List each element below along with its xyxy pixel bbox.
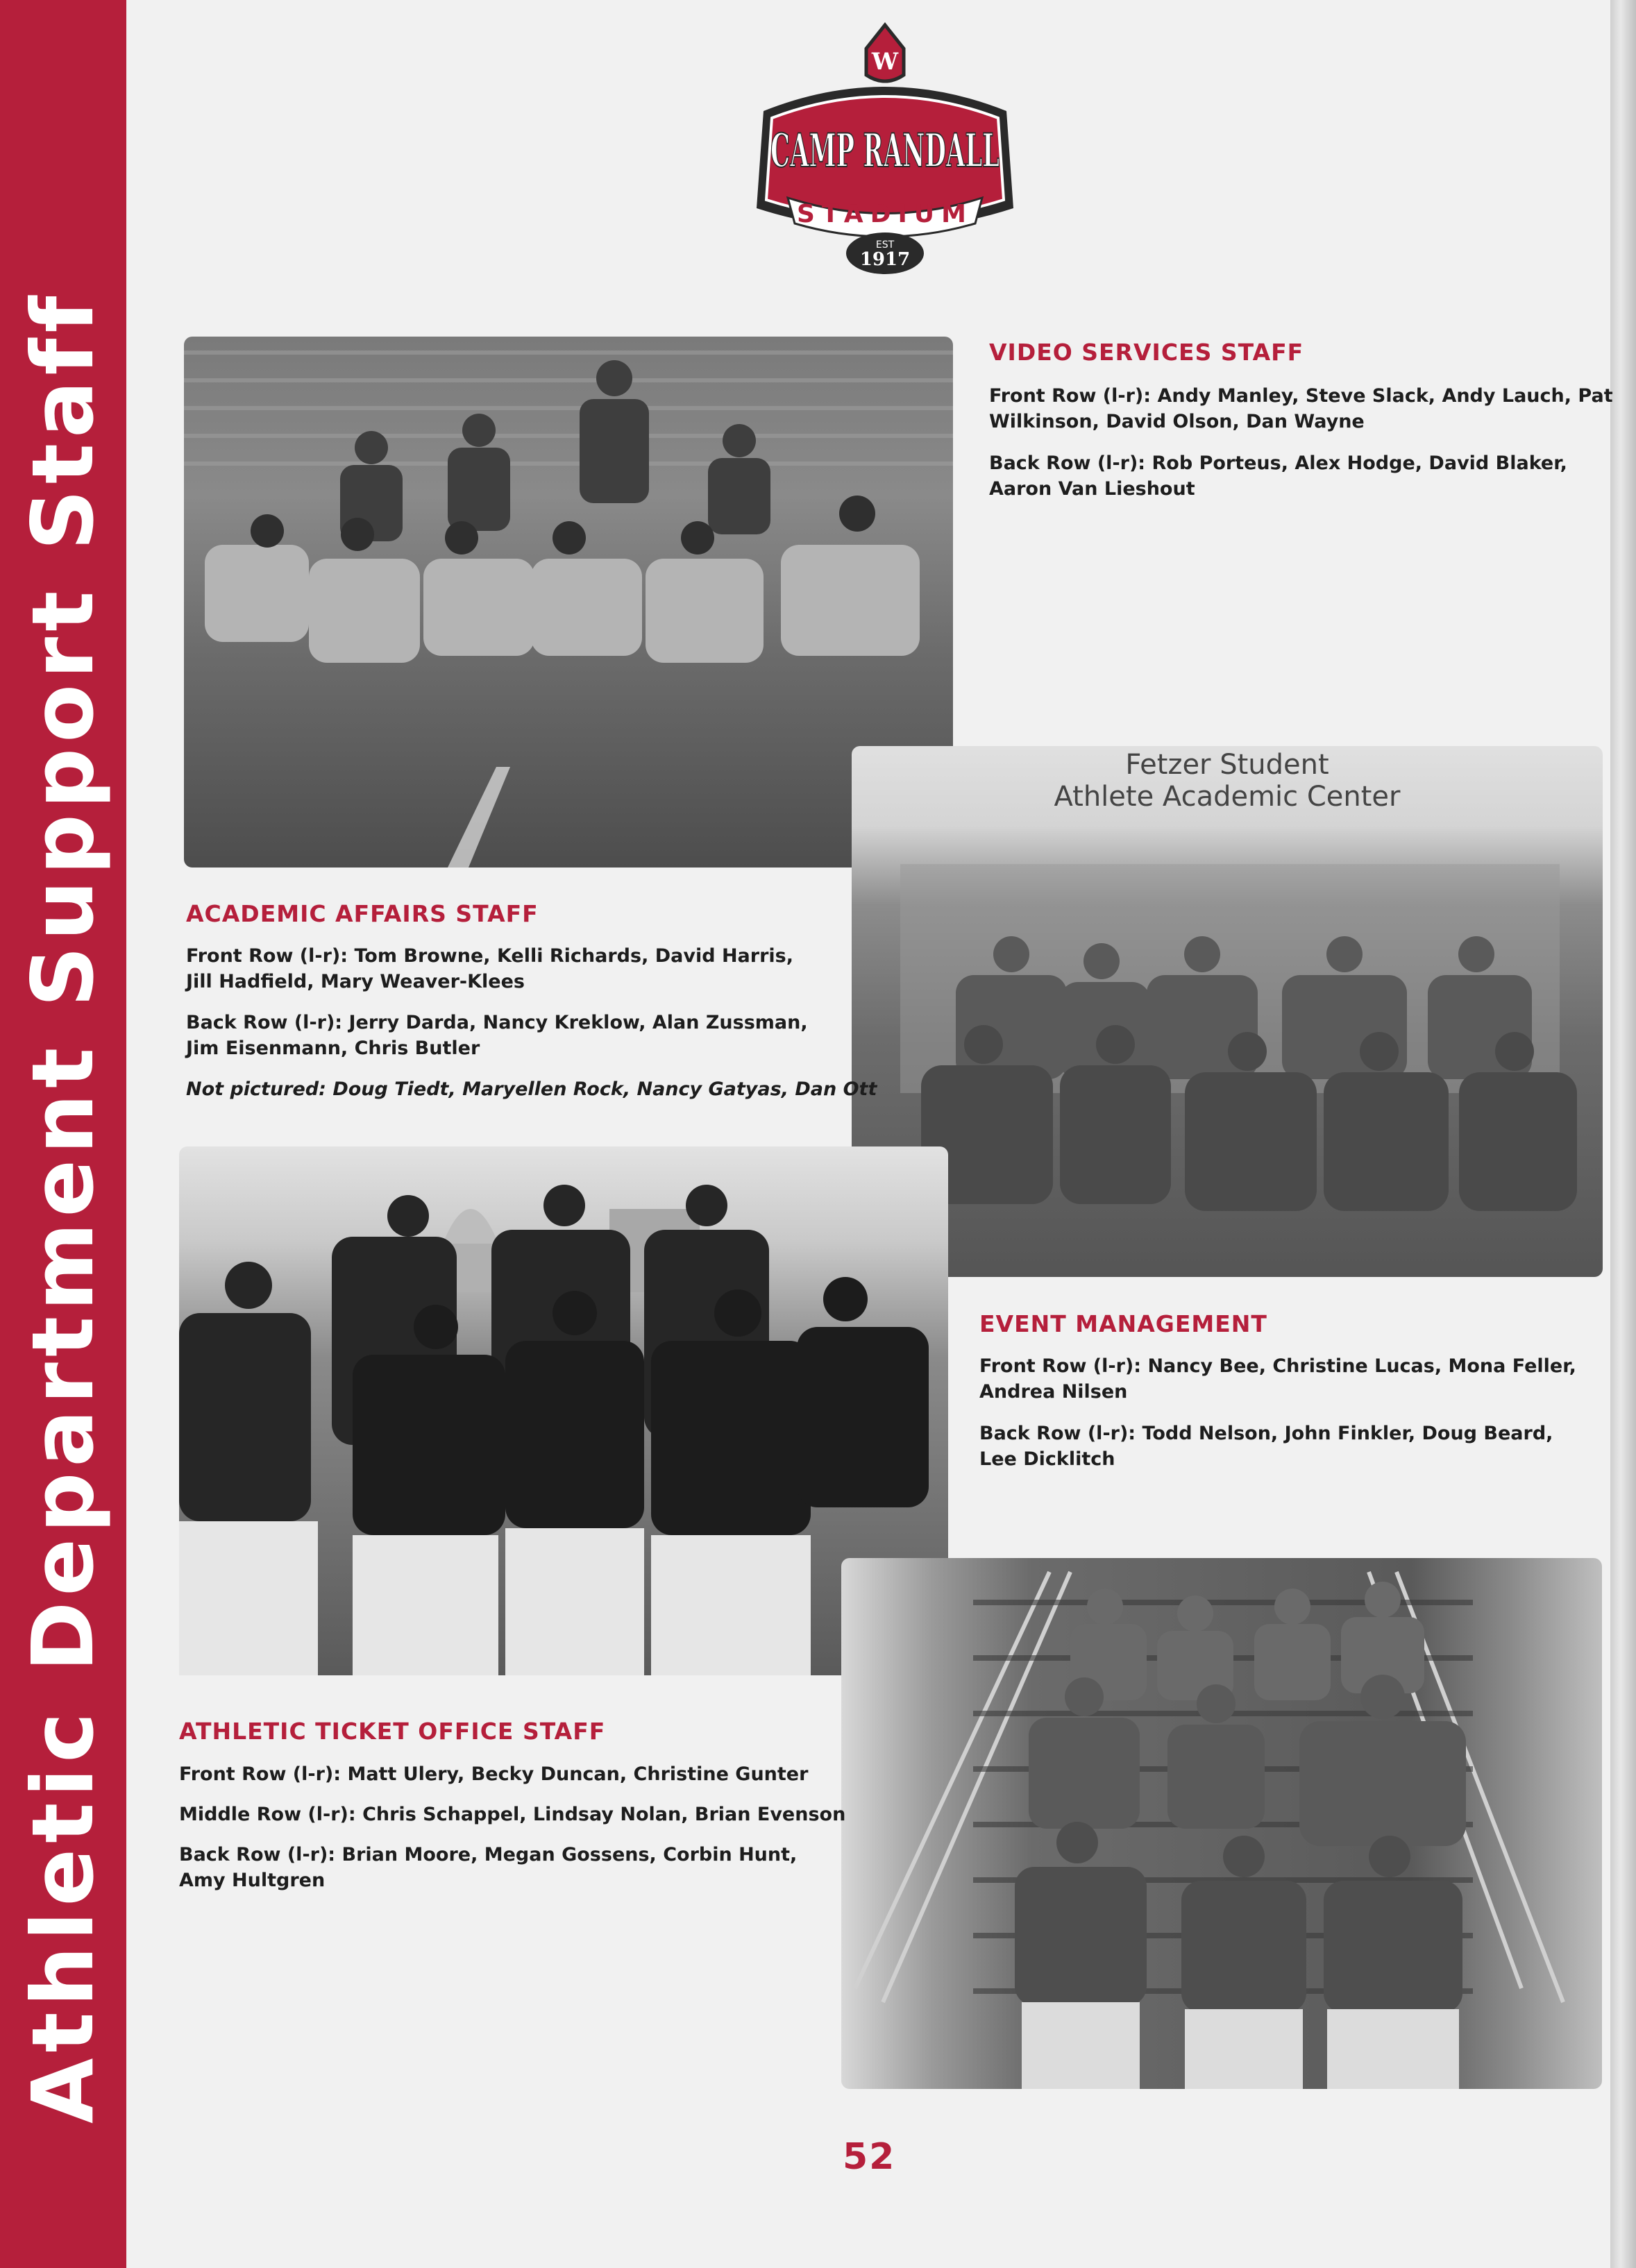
ticket-office-group — [841, 1558, 1602, 2089]
ticket-office-photo — [841, 1558, 1602, 2089]
event-management-front-row: Front Row (l-r): Nancy Bee, Christine Lucas, Mona Feller, — [979, 1355, 1576, 1377]
logo-subtitle: STADIUM — [797, 200, 973, 228]
sign-line-1: Fetzer Student — [1125, 749, 1329, 781]
event-management-group — [179, 1146, 948, 1675]
event-management-back-row-cont: Lee Dicklitch — [979, 1448, 1115, 1470]
video-services-back-row-cont: Aaron Van Lieshout — [989, 478, 1195, 500]
academic-affairs-group — [852, 746, 1603, 1277]
logo-year: 1917 — [859, 249, 911, 270]
video-services-photo — [184, 337, 953, 868]
ticket-office-back-row: Back Row (l-r): Brian Moore, Megan Gossens, Corbin Hunt, — [179, 1844, 798, 1865]
academic-affairs-front-row-cont: Jill Hadfield, Mary Weaver-Klees — [186, 971, 525, 992]
logo-est: EST — [875, 239, 895, 251]
logo-mark: W — [871, 48, 899, 76]
academic-affairs-front-row: Front Row (l-r): Tom Browne, Kelli Richards, David Harris, — [186, 945, 793, 967]
academic-affairs-back-row: Back Row (l-r): Jerry Darda, Nancy Kreklow, Alan Zussman, — [186, 1012, 808, 1033]
page-number: 52 — [843, 2136, 896, 2178]
video-services-group — [184, 337, 953, 868]
page-edge — [1610, 0, 1636, 2268]
ticket-office-front-row: Front Row (l-r): Matt Ulery, Becky Duncan, Christine Gunter — [179, 1763, 809, 1785]
video-services-front-row: Front Row (l-r): Andy Manley, Steve Slack, Andy Lauch, Pat — [989, 385, 1613, 407]
academic-affairs-heading: ACADEMIC AFFAIRS STAFF — [186, 900, 539, 927]
academic-affairs-photo — [852, 746, 1603, 1277]
academic-affairs-back-row-cont: Jim Eisenmann, Chris Butler — [186, 1038, 480, 1059]
sidebar — [0, 0, 126, 2268]
video-services-back-row: Back Row (l-r): Rob Porteus, Alex Hodge, David Blaker, — [989, 452, 1567, 474]
camp-randall-logo — [722, 21, 1048, 285]
ticket-office-heading: ATHLETIC TICKET OFFICE STAFF — [179, 1718, 606, 1745]
event-management-front-row-cont: Andrea Nilsen — [979, 1381, 1128, 1403]
ticket-office-middle-row: Middle Row (l-r): Chris Schappel, Lindsay Nolan, Brian Evenson — [179, 1804, 846, 1825]
event-management-back-row: Back Row (l-r): Todd Nelson, John Finkler, Doug Beard, — [979, 1423, 1553, 1444]
event-management-heading: EVENT MANAGEMENT — [979, 1310, 1267, 1337]
academic-affairs-not-pictured: Not pictured: Doug Tiedt, Maryellen Rock, Nancy Gatyas, Dan Ott — [186, 1078, 877, 1100]
ticket-office-back-row-cont: Amy Hultgren — [179, 1870, 326, 1891]
sidebar-title: Athletic Department Support Staff — [14, 290, 112, 2124]
logo-title: CAMP RANDALL — [770, 124, 1000, 178]
event-management-photo — [179, 1146, 948, 1675]
sign-line-2: Athlete Academic Center — [1054, 781, 1401, 813]
video-services-front-row-cont: Wilkinson, David Olson, Dan Wayne — [989, 411, 1365, 432]
video-services-heading: VIDEO SERVICES STAFF — [989, 339, 1304, 366]
